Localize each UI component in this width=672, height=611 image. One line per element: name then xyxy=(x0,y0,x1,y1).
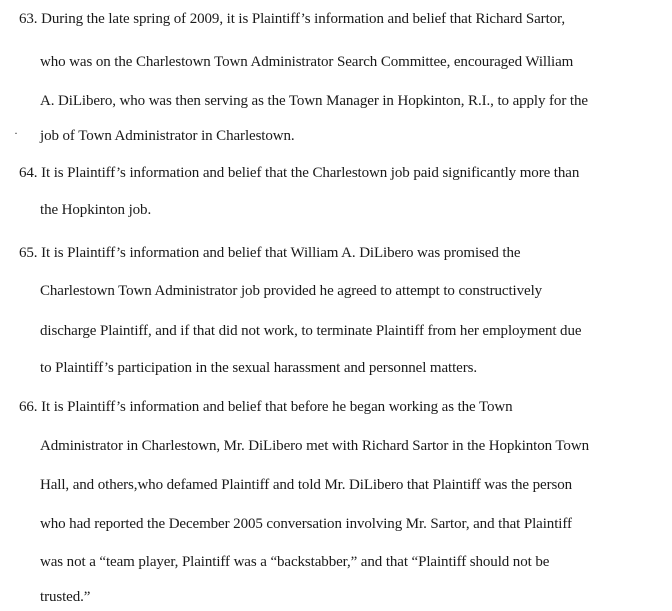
paragraph-65-line-2: Charlestown Town Administrator job provided he agreed to attempt to constructively xyxy=(40,283,543,299)
paragraph-64-number: 64. xyxy=(19,165,38,181)
stray-dot-mark: · xyxy=(14,126,18,140)
paragraph-63-line-2: who was on the Charlestown Town Administrator Search Committee, encouraged William xyxy=(40,54,574,70)
paragraph-66-line-4: who had reported the December 2005 conversation involving Mr. Sartor, and that Plaintiff xyxy=(40,516,572,532)
paragraph-63-number: 63. xyxy=(19,11,38,27)
paragraph-66-line-5: was not a “team player, Plaintiff was a “backstabber,” and that “Plaintiff should not be xyxy=(40,554,550,570)
paragraph-66-line-6: trusted.” xyxy=(40,589,91,605)
paragraph-63-line-3: A. DiLibero, who was then serving as the Town Manager in Hopkinton, R.I., to apply for the xyxy=(40,93,588,109)
paragraph-66-number: 66. xyxy=(19,399,38,415)
paragraph-63-line-4: job of Town Administrator in Charlestown. xyxy=(40,128,295,144)
paragraph-64-line-1: 64. It is Plaintiff’s information and belief that the Charlestown job paid significantly more than xyxy=(19,165,580,181)
paragraph-66-line-3: Hall, and others,who defamed Plaintiff and told Mr. DiLibero that Plaintiff was the person xyxy=(40,477,573,493)
paragraph-66-line-2: Administrator in Charlestown, Mr. DiLibero met with Richard Sartor in the Hopkinton Town xyxy=(40,438,589,454)
paragraph-66-line-1: 66. It is Plaintiff’s information and belief that before he began working as the Town xyxy=(19,399,513,415)
paragraph-65-line-1: 65. It is Plaintiff’s information and belief that William A. DiLibero was promised the xyxy=(19,245,521,261)
paragraph-65-line-3: discharge Plaintiff, and if that did not work, to terminate Plaintiff from her employment due xyxy=(40,323,582,339)
paragraph-64-line-2: the Hopkinton job. xyxy=(40,202,152,218)
paragraph-63-line-1: 63. During the late spring of 2009, it is Plaintiff’s information and belief that Richard Sartor, xyxy=(19,11,565,27)
paragraph-65-number: 65. xyxy=(19,245,38,261)
paragraph-65-line-4: to Plaintiff’s participation in the sexual harassment and personnel matters. xyxy=(40,360,478,376)
